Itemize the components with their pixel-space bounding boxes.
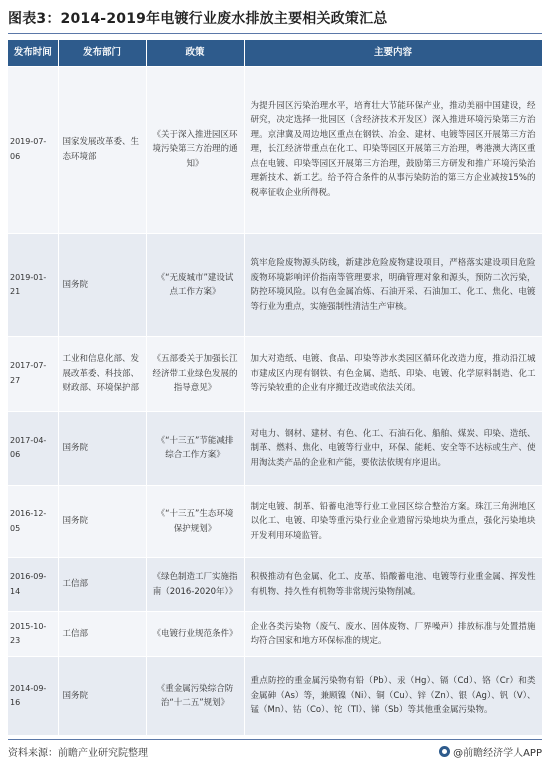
policy-cell: 《“十三五”节能减排综合工作方案》: [146, 411, 244, 485]
table-row: [8, 558, 542, 612]
date-cell: 2017-07-27: [8, 337, 58, 411]
date-cell: 2017-04-06: [8, 411, 58, 485]
dept-cell: 国务院: [58, 657, 146, 736]
date-cell: 2019-01-21: [8, 233, 58, 336]
brand-label: @前瞻经济学人APP: [453, 748, 542, 759]
content-cell: 为提升园区污染治理水平，培育壮大节能环保产业，推动美丽中国建设，经研究，决定选择一批园区（含经济技术开发区）深入推进环境污染第三方治理。京津冀及周边地区重点在钢铁、冶金、建材、电镀等园区开展第三方治理，长江经济带重点在化工、印染等园区开展第三方治理，粤港澳大湾区重点在电镀、印染等园区开展第三方治理，鼓励第三方研发和推广环境污染治理新技术、新工艺。给予符合条件的从事污染防治的第三方企业减按15%的税率征收企业所得税。: [244, 66, 542, 233]
policy-table: [8, 40, 543, 736]
dept-cell: 国务院: [58, 485, 146, 557]
policy-cell: 《“十三五”生态环境保护规划》: [146, 485, 244, 557]
source-note: 资料来源：前瞻产业研究院整理: [8, 748, 148, 759]
content-cell: 加大对造纸、电镀、食品、印染等涉水类园区循环化改造力度，推动沿江城市建成区内现有钢铁、有色金属、造纸、印染、电镀、化学原料制造、化工等污染较重的企业有序搬迁改造或依法关闭。: [244, 337, 542, 411]
brand-credit: [439, 744, 542, 759]
title-divider: [8, 33, 542, 34]
table-row: [8, 657, 542, 736]
policy-cell: 《五部委关于加强长江经济带工业绿色发展的指导意见》: [146, 337, 244, 411]
dept-cell: 国家发展改革委、生态环境部: [58, 66, 146, 233]
dept-cell: 工信部: [58, 611, 146, 656]
table-row: [8, 233, 542, 336]
dept-cell: 国务院: [58, 411, 146, 485]
dept-cell: 工业和信息化部、发展改革委、科技部、财政部、环境保护部: [58, 337, 146, 411]
column-header-date: 发布时间: [8, 40, 58, 66]
column-header-policy: 政策: [146, 40, 244, 66]
dept-cell: 工信部: [58, 558, 146, 612]
table-row: [8, 611, 542, 656]
dept-cell: 国务院: [58, 233, 146, 336]
date-cell: 2016-09-14: [8, 558, 58, 612]
content-cell: 积极推动有色金属、化工、皮革、铅酸蓄电池、电镀等行业重金属、挥发性有机物、持久性有机物等非常规污染物削减。: [244, 558, 542, 612]
table-header-row: [8, 40, 542, 66]
content-cell: 企业各类污染物（废气、废水、固体废物、厂界噪声）排放标准与处置措施均符合国家和地方环保标准的规定。: [244, 611, 542, 656]
date-cell: 2015-10-23: [8, 611, 58, 656]
table-row: [8, 337, 542, 411]
column-header-content: 主要内容: [244, 40, 542, 66]
policy-cell: 《绿色制造工厂实施指南（2016-2020年）》: [146, 558, 244, 612]
date-cell: 2016-12-05: [8, 485, 58, 557]
date-cell: 2014-09-16: [8, 657, 58, 736]
table-row: [8, 411, 542, 485]
page-title: 图表3：2014-2019年电镀行业废水排放主要相关政策汇总: [8, 11, 388, 27]
policy-cell: 《“无废城市”建设试点工作方案》: [146, 233, 244, 336]
content-cell: 对电力、钢材、建材、有色、化工、石油石化、船舶、煤炭、印染、造纸、制革、燃料、焦化、电镀等行业中，环保、能耗、安全等不达标或生产、使用淘汰类产品的企业和产能，要依法依规有序退出。: [244, 411, 542, 485]
brand-logo-icon: [439, 746, 450, 757]
column-header-dept: 发布部门: [58, 40, 146, 66]
content-cell: 重点防控的重金属污染物有铅（Pb）、汞（Hg）、镉（Cd）、铬（Cr）和类金属砷（As）等，兼顾镍（Ni）、铜（Cu）、锌（Zn）、银（Ag）、钒（V）、锰（Mn）、钴（Co）、铊（Tl）、锑（Sb）等其他重金属污染物。: [244, 657, 542, 736]
table-row: [8, 485, 542, 557]
content-cell: 制定电镀、制革、铅蓄电池等行业工业园区综合整治方案。珠江三角洲地区以化工、电镀、印染等重污染行业企业遗留污染地块为重点，强化污染地块开发利用环境监管。: [244, 485, 542, 557]
footer-divider: [8, 739, 542, 740]
date-cell: 2019-07-06: [8, 66, 58, 233]
content-cell: 筑牢危险废物源头防线，新建涉危险废物建设项目，严格落实建设项目危险废物环境影响评价指南等管理要求，明确管理对象和源头，预防二次污染，防控环境风险。以有色金属冶炼、石油开采、石油加工、化工、焦化、电镀等行业为重点，实施强制性清洁生产审核。: [244, 233, 542, 336]
policy-cell: 《关于深入推进园区环境污染第三方治理的通知》: [146, 66, 244, 233]
policy-cell: 《重金属污染综合防治“十二五”规划》: [146, 657, 244, 736]
table-row: [8, 66, 542, 233]
policy-cell: 《电镀行业规范条件》: [146, 611, 244, 656]
